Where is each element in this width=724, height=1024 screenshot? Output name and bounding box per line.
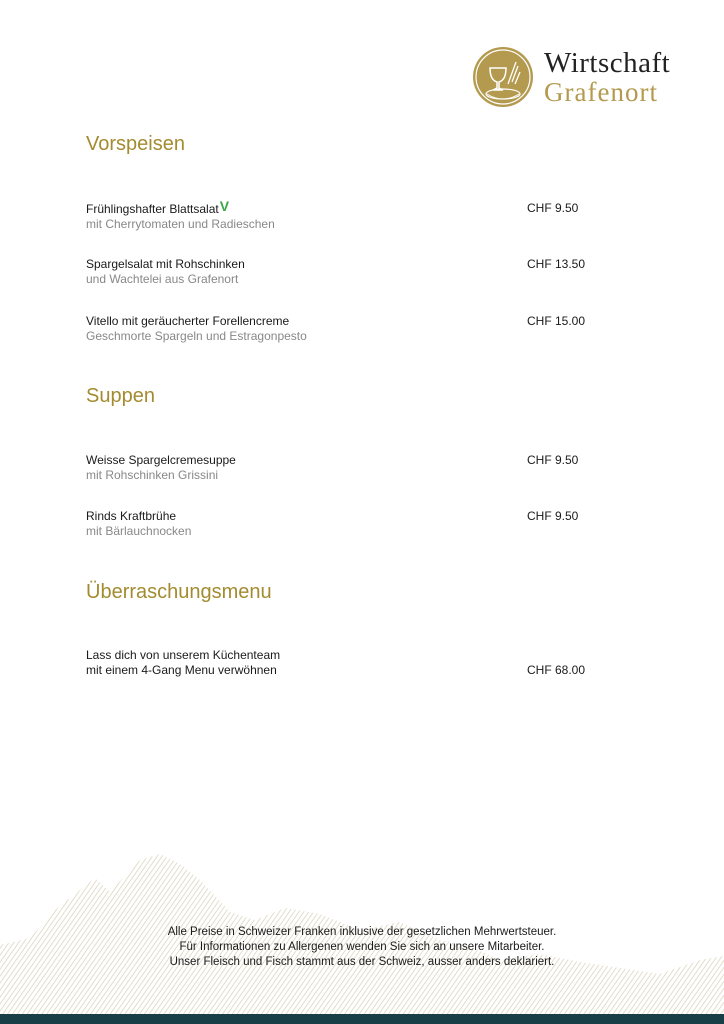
item-price: CHF 9.50 xyxy=(527,453,579,467)
menu-item xyxy=(86,314,606,343)
menu-item xyxy=(86,453,606,482)
item-price: CHF 9.50 xyxy=(527,201,579,215)
menu-item xyxy=(86,509,606,538)
item-price: CHF 68.00 xyxy=(527,663,586,677)
logo-wordmark-line1: Wirtschaft xyxy=(544,47,671,79)
wine-glass-emblem-icon xyxy=(472,46,534,108)
bottom-bar xyxy=(0,1014,724,1024)
item-name: Rinds Kraftbrühe xyxy=(86,509,177,523)
logo xyxy=(472,46,688,110)
item-price: CHF 15.00 xyxy=(527,314,586,328)
logo-wordmark-line2: Grafenort xyxy=(544,77,658,107)
menu-item xyxy=(86,198,606,231)
item-description: und Wachtelei aus Grafenort xyxy=(86,272,239,286)
item-price: CHF 9.50 xyxy=(527,509,579,523)
item-name: Weisse Spargelcremesuppe xyxy=(86,453,236,467)
footer-note-origin: Unser Fleisch und Fisch stammt aus der Schweiz, ausser anders deklariert. xyxy=(169,956,555,968)
vegetarian-icon: V xyxy=(219,198,230,214)
item-description: mit Rohschinken Grissini xyxy=(86,468,219,482)
footer-note-prices: Alle Preise in Schweizer Franken inklusive der gesetzlichen Mehrwertsteuer. xyxy=(167,926,557,938)
item-name: Spargelsalat mit Rohschinken xyxy=(86,257,245,271)
section-title-vorspeisen: Vorspeisen xyxy=(86,133,185,155)
item-name: Frühlingshafter BlattsalatV xyxy=(86,198,230,216)
item-description: Geschmorte Spargeln und Estragonpesto xyxy=(86,329,307,343)
item-name-line2: mit einem 4-Gang Menu verwöhnen xyxy=(86,663,277,677)
item-description: mit Bärlauchnocken xyxy=(86,524,192,538)
footer-note-allergens: Für Informationen zu Allergenen wenden Sie sich an unsere Mitarbeiter. xyxy=(179,941,545,953)
item-description: mit Cherrytomaten und Radieschen xyxy=(86,217,275,231)
item-name: Lass dich von unserem Küchenteam xyxy=(86,648,281,662)
menu-item xyxy=(86,257,606,286)
menu-item xyxy=(86,648,606,678)
item-price: CHF 13.50 xyxy=(527,257,586,271)
section-title-suppen: Suppen xyxy=(86,385,155,407)
section-title-ueberraschungsmenu: Überraschungsmenu xyxy=(86,581,272,603)
item-name: Vitello mit geräucherter Forellencreme xyxy=(86,314,290,328)
